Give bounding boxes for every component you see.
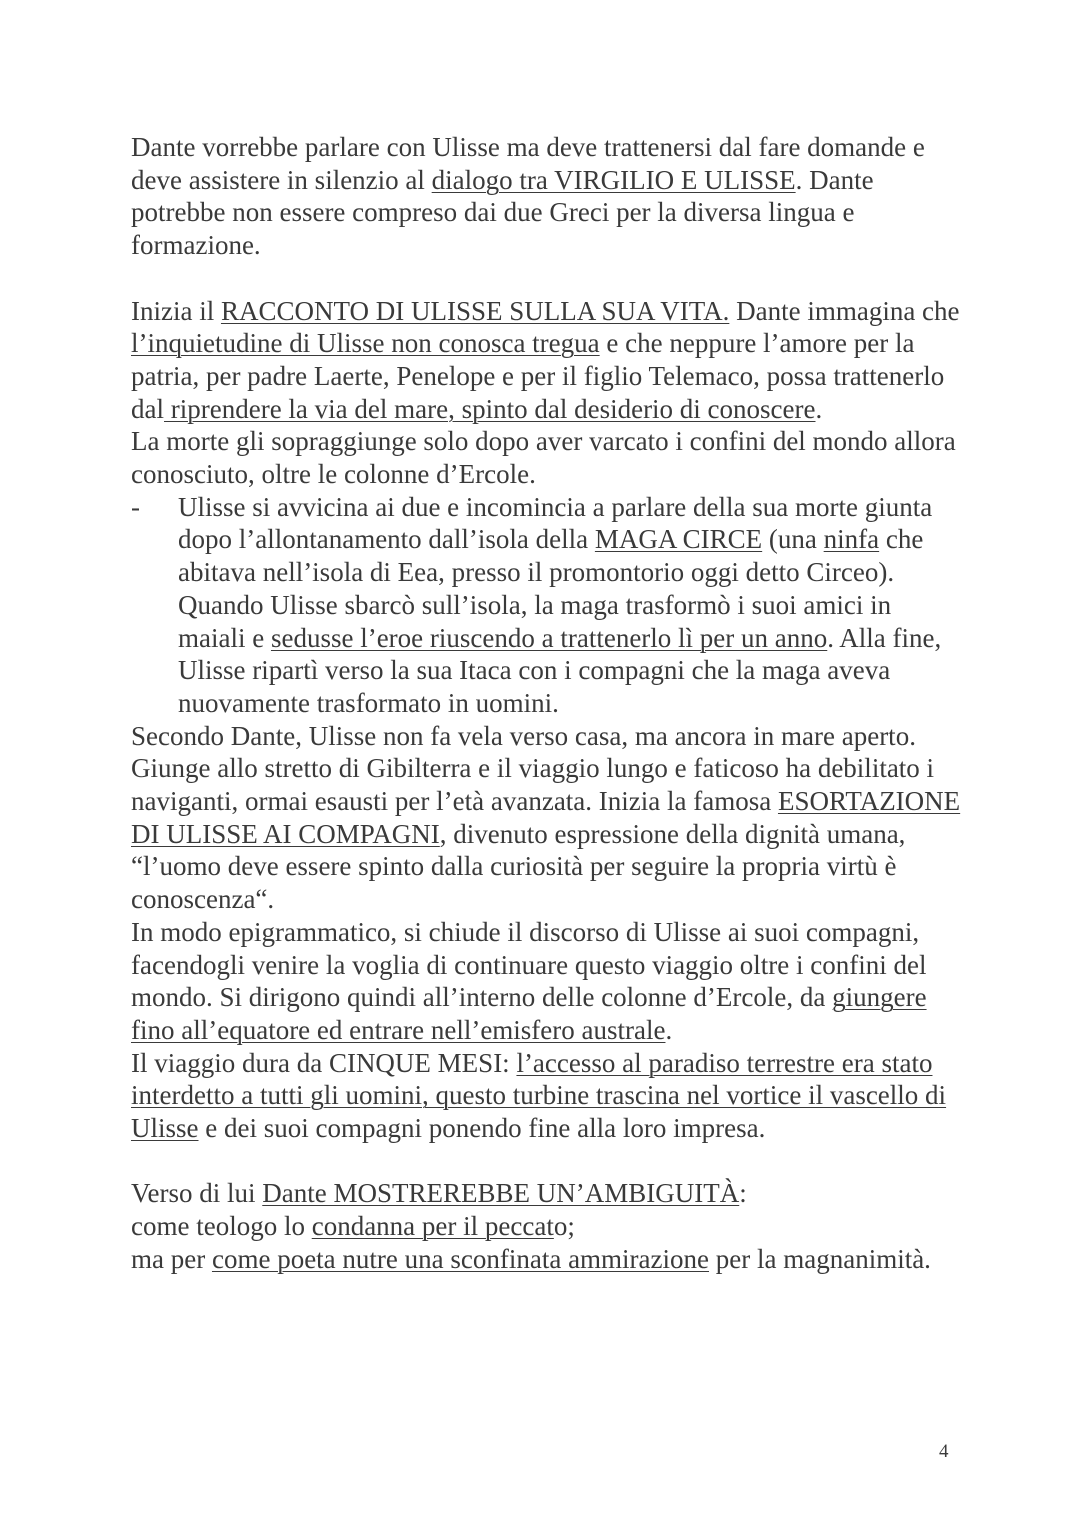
underlined-phrase: riprendere la via del mare, spinto dal desiderio di conoscere (164, 393, 816, 424)
paragraph-poet: ma per come poeta nutre una sconfinata ammirazione per la magnanimità. (131, 1243, 931, 1274)
underlined-phrase: RACCONTO DI ULISSE SULLA SUA VITA. (220, 295, 730, 326)
underlined-phrase: Dante MOSTREREBBE UN’AMBIGUITÀ (262, 1178, 740, 1209)
underlined-phrase: dialogo tra VIRGILIO E ULISSE (431, 164, 796, 195)
underlined-phrase: MAGA CIRCE (594, 524, 763, 555)
paragraph-death: La morte gli sopraggiunge solo dopo aver varcato i confini del mondo allora conosciuto, oltre le colonne d’Ercole. (131, 426, 956, 490)
document-page (131, 131, 961, 1276)
underlined-phrase: condanna per il peccat (311, 1211, 554, 1242)
underlined-phrase: ninfa (823, 524, 880, 555)
paragraph-ambiguity: Verso di lui Dante MOSTREREBBE UN’AMBIGUITÀ: (131, 1178, 747, 1209)
blank-line (131, 262, 961, 295)
underlined-phrase: sedusse l’eroe riuscendo a trattenerlo lì per un anno (270, 622, 828, 653)
underlined-phrase: ESORTAZIONE DI ULISSE AI COMPAGNI (131, 786, 961, 849)
page-number: 4 (939, 1441, 949, 1462)
paragraph-epigram: In modo epigrammatico, si chiude il discorso di Ulisse ai suoi compagni, facendogli venire la voglia di continuare questo viaggio oltre i confini del mondo. Si dirigono quindi all’interno delle colonne d’Ercole, da giungere fino all’equatore ed entrare nell’emisfero australe. (131, 916, 927, 1045)
paragraph-exhortation: Secondo Dante, Ulisse non fa vela verso casa, ma ancora in mare aperto. Giunge allo stretto di Gibilterra e il viaggio lungo e faticoso ha debilitato i naviganti, ormai esausti per l’età avanzata. Inizia la famosa ESORTAZIONE DI ULISSE AI COMPAGNI, divenuto espressione della dignità umana, “l’uomo deve essere spinto dalla curiosità per seguire la propria virtù è conoscenza“. (131, 720, 961, 915)
paragraph-dialogue: Dante vorrebbe parlare con Ulisse ma deve trattenersi dal fare domande e deve assistere in silenzio al dialogo tra VIRGILIO E ULISSE. Dante potrebbe non essere compreso dai due Greci per la diversa lingua e formazione. (131, 132, 925, 261)
underlined-phrase: l’accesso al paradiso terrestre era stato interdetto a tutti gli uomini, questo turbine trascina nel vortice il vascello di Ulisse (131, 1047, 947, 1144)
bullet-dash: - (131, 491, 140, 522)
underlined-phrase: giungere fino all’equatore ed entrare nell’emisfero australe (131, 982, 927, 1045)
paragraph-theologian: come teologo lo condanna per il peccato; (131, 1211, 575, 1242)
underlined-phrase: l’inquietudine di Ulisse non conosca tregua (131, 328, 600, 359)
paragraph-story: Inizia il RACCONTO DI ULISSE SULLA SUA VITA. Dante immagina che l’inquietudine di Ulisse non conosca tregua e che neppure l’amore per la patria, per padre Laerte, Penelope e per il figlio Telemaco, possa trattenerlo dal riprendere la via del mare, spinto dal desiderio di conoscere. (131, 295, 960, 424)
underlined-phrase: come poeta nutre una sconfinata ammirazione (211, 1243, 710, 1274)
blank-line (131, 1145, 961, 1178)
paragraph-voyage: Il viaggio dura da CINQUE MESI: l’accesso al paradiso terrestre era stato interdetto a tutti gli uomini, questo turbine trascina nel vortice il vascello di Ulisse e dei suoi compagni ponendo fine alla loro impresa. (131, 1047, 947, 1144)
bullet-item-circe: - Ulisse si avvicina ai due e incomincia a parlare della sua morte giunta dopo l’allontanamento dall’isola della MAGA CIRCE (una ninfa che abitava nell’isola di Eea, presso il promontorio oggi detto Circeo). Quando Ulisse sbarcò sull’isola, la maga trasformò i suoi amici in maiali e sedusse l’eroe riuscendo a trattenerlo lì per un anno. Alla fine, Ulisse ripartì verso la sua Itaca con i compagni che la maga aveva nuovamente trasformato in uomini. (131, 491, 942, 718)
